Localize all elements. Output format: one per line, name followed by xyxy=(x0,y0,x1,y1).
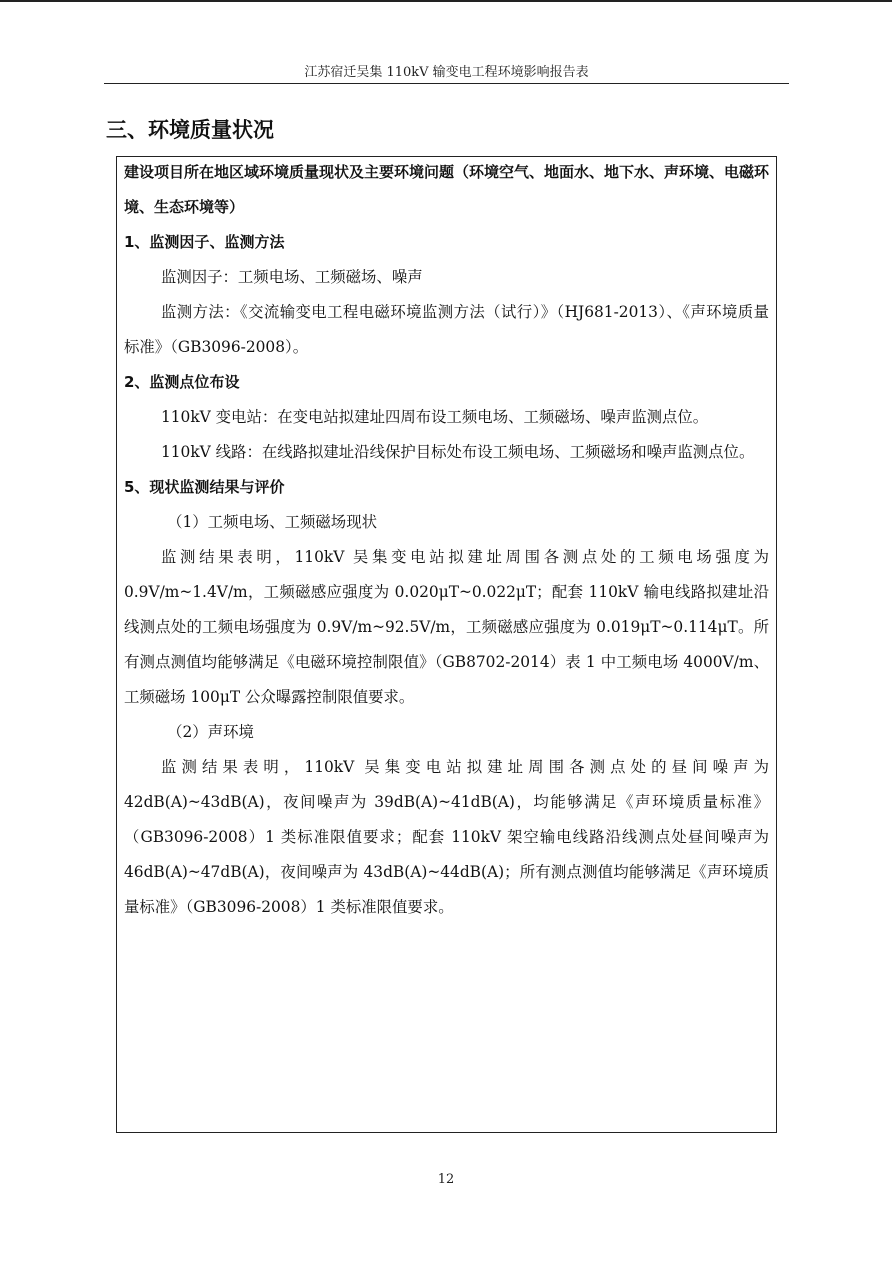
paragraph-acoustic-results: 监测结果表明，110kV 吴集变电站拟建址周围各测点处的昼间噪声为 42dB(A)~43dB(A)，夜间噪声为 39dB(A)~41dB(A)，均能够满足《声环境质量标准》（GB3096-2008）1 类标准限值要求；配套 110kV 架空输电线路沿线测点处昼间噪声为 46dB(A)~47dB(A)，夜间噪声为 43dB(A)~44dB(A)；所有测点测值均能够满足《声环境质量标准》（GB3096-2008）1 类标准限值要求。 xyxy=(124,758,769,916)
paragraph-factors: 监测因子：工频电场、工频磁场、噪声 xyxy=(160,268,423,286)
subheading-acoustic: （2）声环境 xyxy=(167,723,254,741)
heading-monitoring-points: 2、监测点位布设 xyxy=(124,373,240,391)
paragraph-substation-points: 110kV 变电站：在变电站拟建址四周布设工频电场、工频磁场、噪声监测点位。 xyxy=(160,408,709,426)
paragraph-line-points: 110kV 线路：在线路拟建址沿线保护目标处布设工频电场、工频磁场和噪声监测点位。 xyxy=(160,443,755,461)
page-top-border xyxy=(0,0,892,2)
header-rule xyxy=(104,83,789,84)
subheading-em-field: （1）工频电场、工频磁场现状 xyxy=(167,513,377,531)
section-title: 三、环境质量状况 xyxy=(106,118,274,142)
paragraph-em-results: 监测结果表明，110kV 吴集变电站拟建址周围各测点处的工频电场强度为 0.9V/m~1.4V/m，工频磁感应强度为 0.020μT~0.022μT；配套 110kV 输电线路拟建址沿线测点处的工频电场强度为 0.9V/m~92.5V/m，工频磁感应强度为 0.019μT~0.114μT。所有测点测值均能够满足《电磁环境控制限值》（GB8702-2014）表 1 中工频电场 4000V/m、工频磁场 100μT 公众曝露控制限值要求。 xyxy=(124,548,769,706)
content-body xyxy=(124,155,769,925)
paragraph-methods: 监测方法：《交流输变电工程电磁环境监测方法（试行）》（HJ681-2013）、《声环境质量标准》（GB3096-2008）。 xyxy=(124,303,769,356)
box-heading: 建设项目所在地区域环境质量现状及主要环境问题（环境空气、地面水、地下水、声环境、电磁环境、生态环境等） xyxy=(124,163,770,216)
page-number: 12 xyxy=(437,1172,455,1187)
heading-results: 5、现状监测结果与评价 xyxy=(124,478,285,496)
heading-monitoring-factors: 1、监测因子、监测方法 xyxy=(124,233,285,251)
running-header: 江苏宿迁吴集 110kV 输变电工程环境影响报告表 xyxy=(304,65,589,80)
